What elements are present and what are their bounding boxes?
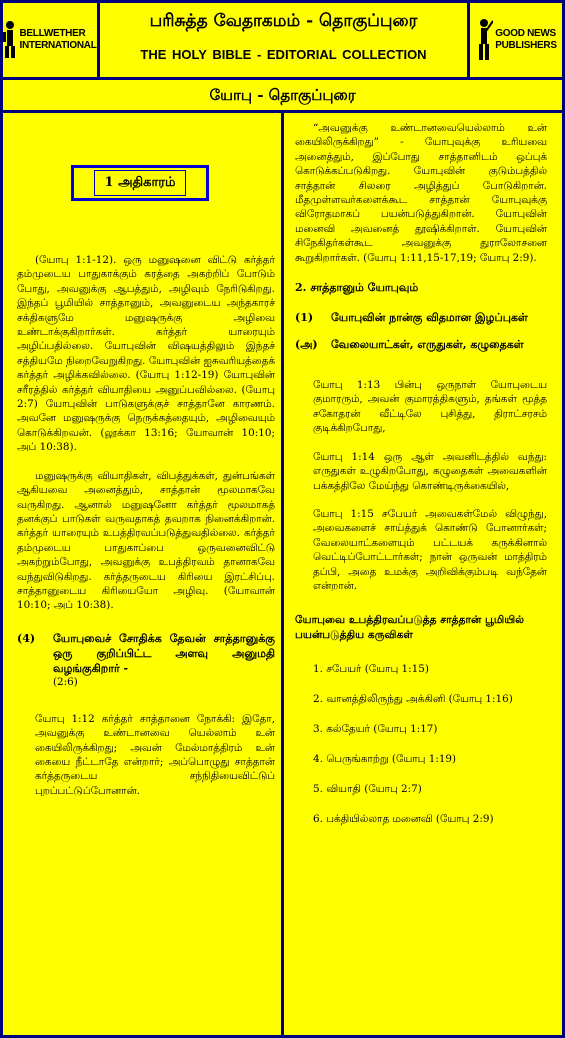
right-logo-line-2: PUBLISHERS <box>495 40 557 51</box>
list-item: 3. கல்தேயர் (யோபு 1:17) <box>313 723 438 736</box>
list-item: 4. பெருங்காற்று (யோபு 1:19) <box>313 753 457 766</box>
right-paragraph-1: “அவனுக்கு உண்டானவையெல்லாம் உன் கையிலிருக்கிறது” - யோபுவுக்கு உரியவை அனைத்தும், இப்போது சாத்தானிடம் ஒப்புக் கொடுக்கப்படுகிறது. யோபுவின் குடும்பத்தில் சாத்தான் சிலரை அழித்துப் போடுகிறான். மீதமுள்ளவர்களைக்கூட சாத்தான் யோபுவுக்கு விரோதமாகப் பயன்படுத்துகிறான். யோபுவின் மனைவி அவனைத் தூஷிக்கிறாள். யோபுவின் சிநேகிதர்கள்கூட அவனுக்கு துராலோசனை கூறுகிறார்கள். (யோபு 1:11,15-17,19; யோபு 2:9). <box>295 122 547 264</box>
right-logo-line-1: GOOD NEWS <box>495 28 556 39</box>
left-logo-line-1: BELLWETHER <box>19 28 86 39</box>
title-english: THE HOLY BIBLE - EDITORIAL COLLECTION <box>140 47 427 62</box>
herald-trumpet-icon <box>475 18 493 62</box>
left-logo-line-2: INTERNATIONAL <box>19 40 97 51</box>
verse-1-15: யோபு 1:15 சபேயர் அவைகள்மேல் விழுந்து, அவைகளைச் சாய்த்துக் கொண்டு போனார்கள்; வேலையாட்களையும் பட்டயக் கருக்கினால் வெட்டிப்போட்டார்கள்; நான் ஒருவன் மாத்திரம் தப்பி, அதை உமக்கு அறிவிக்கும்படி வந்தேன் என்றான். <box>313 507 547 592</box>
section-2-title: 2. சாத்தானும் யோபுவும் <box>295 281 419 295</box>
subsection-a-heading <box>295 337 547 352</box>
list-item: 5. வியாதி (யோபு 2:7) <box>313 783 422 796</box>
section-4-number: (4) <box>17 631 36 645</box>
chapter-box <box>71 165 209 201</box>
tools-list <box>295 663 547 826</box>
subsection-a-number: (அ) <box>295 338 318 352</box>
list-item: 6. பக்தியில்லாத மனைவி (யோபு 2:9) <box>313 813 494 826</box>
bellwether-figure-icon <box>3 20 17 60</box>
title-tamil: பரிசுத்த வேதாகமம் - தொகுப்புரை <box>149 11 418 31</box>
column-divider <box>281 113 284 1035</box>
left-paragraph-3: யோபு 1:12 கர்த்தர் சாத்தானை நோக்கி: இதோ, அவனுக்கு உண்டானவை யெல்லாம் உன் கையிலிருக்கிறது; அவன் மேல்மாத்திரம் உன் கையை நீட்டாதே என்றார்; அப்பொழுது சாத்தான் கர்த்தருடைய சந்நிதியைவிட்டுப் புறப்பட்டுப்போனான். <box>35 712 275 797</box>
subsection-a-title: வேலையாட்கள், எருதுகள், கழுதைகள் <box>331 338 524 352</box>
left-column <box>17 115 275 798</box>
right-column <box>295 121 547 843</box>
header-title <box>100 3 467 77</box>
section-4-reference: (2:6) <box>53 675 78 688</box>
tools-title: யோபுவை உபத்திரவப்படுத்த சாத்தான் பூமியில் பயன்படுத்திய கருவிகள் <box>295 614 525 642</box>
verse-1-13: யோபு 1:13 பின்பு ஒருநாள் யோபுடைய குமாரரும், அவன் குமாரத்திகளும், தங்கள் மூத்த சகோதரன் வீட்டிலே புசித்து, திராட்சரசம் குடிக்கிறபோது, <box>313 379 547 435</box>
section-4-title: யோபுவைச் சோதிக்க தேவன் சாத்தானுக்கு ஒரு குறிப்பிட்ட அளவு அனுமதி வழங்குகிறார் - <box>53 631 275 675</box>
header <box>3 3 562 77</box>
verse-1-14: யோபு 1:14 ஒரு ஆள் அவனிடத்தில் வந்து: எருதுகள் உழுகிறபோது, கழுதைகள் அவைகளின் பக்கத்திலே மேய்ந்து கொண்டிருக்கையில், <box>313 450 547 492</box>
list-item: 2. வானத்திலிருந்து அக்கினி (யோபு 1:16) <box>313 693 513 706</box>
right-logo-text <box>495 28 556 52</box>
logo-good-news <box>467 3 562 77</box>
left-logo-text <box>19 28 96 52</box>
list-item: 1. சபேயர் (யோபு 1:15) <box>313 663 429 676</box>
subsection-1-number: (1) <box>295 311 314 325</box>
subsection-1-heading <box>295 310 547 325</box>
left-paragraph-2: மனுஷருக்கு வியாதிகள், விபத்துக்கள், துன்பங்கள் ஆகியவை அனைத்தும், சாத்தான் மூலமாகவே வருகிறது. ஆனால் மனுஷனோ கர்த்தர் மூலமாகத் தனக்குப் பாடுகள் வருவதாகத் தவறாக நினைக்கிறான். கர்த்தர் யாரையும் உபத்திரவப்படுத்துவதில்லை. கர்த்தர் தம்முடைய பாதுகாப்பை ஒருவனைவிட்டு அகற்றும்போது, அவனுக்கு உபத்திரவம் தானாகவே வந்துவிடுகிறது. கர்த்தருடைய கிரியை இரட்சிப்பு. சாத்தானுடைய கிரியையோ அழிவு. (யோவான் 10:10; அப் 10:38). <box>17 469 275 612</box>
section-title-band: யோபு - தொகுப்புரை <box>3 77 562 113</box>
subsection-1-title: யோபுவின் நான்கு விதமான இழப்புகள் <box>331 311 528 325</box>
left-paragraph-1: (யோபு 1:1-12). ஒரு மனுஷனை விட்டு கர்த்தர் தம்முடைய பாதுகாக்கும் கரத்தை அகற்றிப் போடும் போது, அவனுக்கு ஆபத்தும், அழிவும் நேரிடுகிறது. இந்தப் பூமியில் சாத்தானும், அவனுடைய அந்தகாரச் சக்திகளுமே மனுஷருக்கு அழிவை உண்டாக்குகிறார்கள். கர்த்தர் யாரையும் அழிப்பதில்லை. யோபுவின் விஷயத்திலும் இந்தச் சத்தியமே நிறைவேறுகிறது. யோபுவின் ஐசுவரியத்தைக் கர்த்தர் அழிக்கவில்லை. (யோபு 1:12-19) யோபுவின் சரீரத்தில் கர்த்தர் வியாதியை அனுப்பவில்லை. (யோபு 2:7) யோபுவின் பாடுகளுக்குச் சாத்தானே காரணம். அவனே மனுஷருக்கு நெருக்கத்தையும், அழிவையும் கொடுக்கிறவன். (லூக்கா 13:16; யோவான் 10:10; அப் 10:38). <box>17 254 275 454</box>
chapter-label: 1 அதிகாரம் <box>95 171 186 195</box>
section-4-heading <box>17 631 275 676</box>
logo-bellwether <box>3 3 100 77</box>
